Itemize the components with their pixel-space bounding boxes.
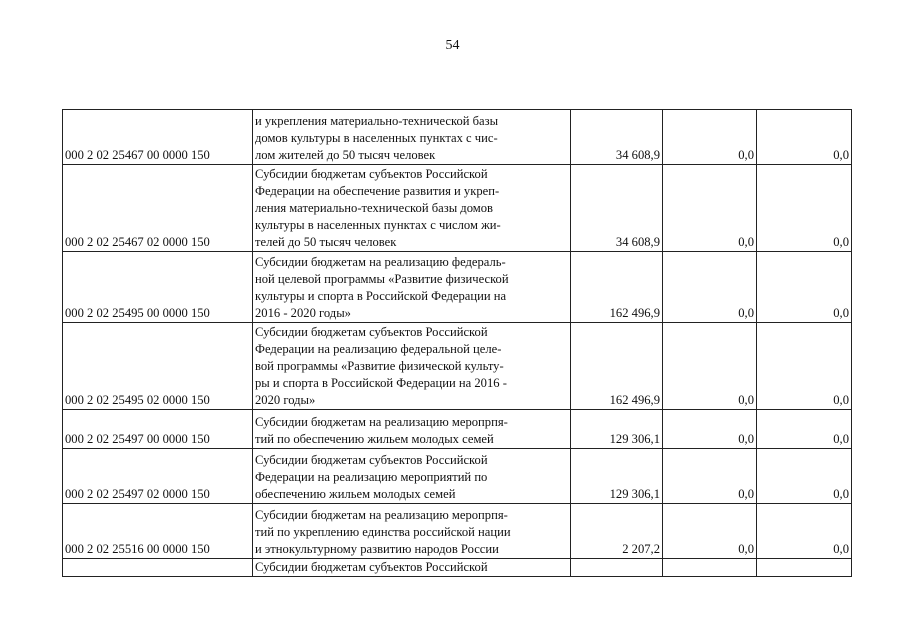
description-line: культуры в населенных пунктах с числом жи-: [255, 218, 501, 232]
description-line: тий по обеспечению жильем молодых семей: [255, 432, 494, 446]
budget-code-cell: 000 2 02 25467 02 0000 150: [63, 165, 253, 252]
amount-cell: 2 207,2: [571, 504, 663, 559]
description-line: ной целевой программы «Развитие физической: [255, 272, 509, 286]
description-cell: [253, 165, 571, 252]
budget-code-cell: 000 2 02 25516 00 0000 150: [63, 504, 253, 559]
description-line: Федерации на реализацию федеральной целе-: [255, 342, 502, 356]
amount-cell: 0,0: [663, 252, 757, 323]
description-cell: [253, 252, 571, 323]
description-cell: [253, 449, 571, 504]
table-row: [63, 323, 852, 410]
table-row: [63, 252, 852, 323]
page-number: 54: [445, 38, 460, 53]
table-row: [63, 410, 852, 449]
description-line: Субсидии бюджетам на реализацию федераль-: [255, 255, 506, 269]
amount-cell: 0,0: [663, 504, 757, 559]
amount-cell: 34 608,9: [571, 165, 663, 252]
budget-code-cell: 000 2 02 25495 02 0000 150: [63, 323, 253, 410]
description-cell: [253, 504, 571, 559]
description-line: тий по укреплению единства российской нации: [255, 525, 511, 539]
amount-cell: [663, 559, 757, 577]
amount-cell: 0,0: [663, 165, 757, 252]
budget-code-cell: [63, 559, 253, 577]
description-line: домов культуры в населенных пунктах с чис-: [255, 131, 498, 145]
budget-code-cell: 000 2 02 25497 00 0000 150: [63, 410, 253, 449]
description-line: и этнокультурному развитию народов России: [255, 542, 499, 556]
description-line: Федерации на реализацию мероприятий по: [255, 470, 488, 484]
description-cell: [253, 410, 571, 449]
amount-cell: 162 496,9: [571, 252, 663, 323]
budget-code-cell: 000 2 02 25497 02 0000 150: [63, 449, 253, 504]
description-line: Субсидии бюджетам субъектов Российской: [255, 167, 488, 181]
amount-cell: 162 496,9: [571, 323, 663, 410]
description-line: обеспечению жильем молодых семей: [255, 487, 456, 501]
description-line: и укрепления материально-технической базы: [255, 114, 499, 128]
table-row: [63, 110, 852, 165]
amount-cell: 129 306,1: [571, 449, 663, 504]
amount-cell: 129 306,1: [571, 410, 663, 449]
table-row: [63, 165, 852, 252]
description-line: Субсидии бюджетам на реализацию меропрпя-: [255, 508, 508, 522]
description-line: Субсидии бюджетам субъектов Российской: [255, 560, 488, 574]
amount-cell: 0,0: [663, 410, 757, 449]
description-line: культуры и спорта в Российской Федерации на: [255, 289, 507, 303]
budget-code-cell: 000 2 02 25467 00 0000 150: [63, 110, 253, 165]
table-row: [63, 449, 852, 504]
budget-code-cell: 000 2 02 25495 00 0000 150: [63, 252, 253, 323]
budget-table: [62, 109, 852, 577]
description-line: Субсидии бюджетам субъектов Российской: [255, 453, 488, 467]
amount-cell: 0,0: [757, 323, 852, 410]
amount-cell: 34 608,9: [571, 110, 663, 165]
amount-cell: [571, 559, 663, 577]
amount-cell: 0,0: [757, 410, 852, 449]
amount-cell: 0,0: [663, 449, 757, 504]
amount-cell: 0,0: [663, 323, 757, 410]
description-cell: [253, 323, 571, 410]
description-line: ры и спорта в Российской Федерации на 2016 -: [255, 376, 507, 390]
description-line: ления материально-технической базы домов: [255, 201, 493, 215]
description-line: Субсидии бюджетам на реализацию меропрпя-: [255, 415, 508, 429]
description-line: телей до 50 тысяч человек: [255, 235, 397, 249]
description-cell: [253, 110, 571, 165]
table-row: [63, 504, 852, 559]
amount-cell: 0,0: [663, 110, 757, 165]
amount-cell: 0,0: [757, 165, 852, 252]
amount-cell: 0,0: [757, 449, 852, 504]
description-line: вой программы «Развитие физической культу-: [255, 359, 504, 373]
description-line: Субсидии бюджетам субъектов Российской: [255, 325, 488, 339]
description-line: 2016 - 2020 годы»: [255, 306, 351, 320]
amount-cell: 0,0: [757, 252, 852, 323]
amount-cell: 0,0: [757, 110, 852, 165]
table-row: [63, 559, 852, 577]
description-line: 2020 годы»: [255, 393, 316, 407]
description-line: лом жителей до 50 тысяч человек: [255, 148, 436, 162]
description-line: Федерации на обеспечение развития и укреп-: [255, 184, 500, 198]
amount-cell: 0,0: [757, 504, 852, 559]
description-cell: [253, 559, 571, 577]
amount-cell: [757, 559, 852, 577]
